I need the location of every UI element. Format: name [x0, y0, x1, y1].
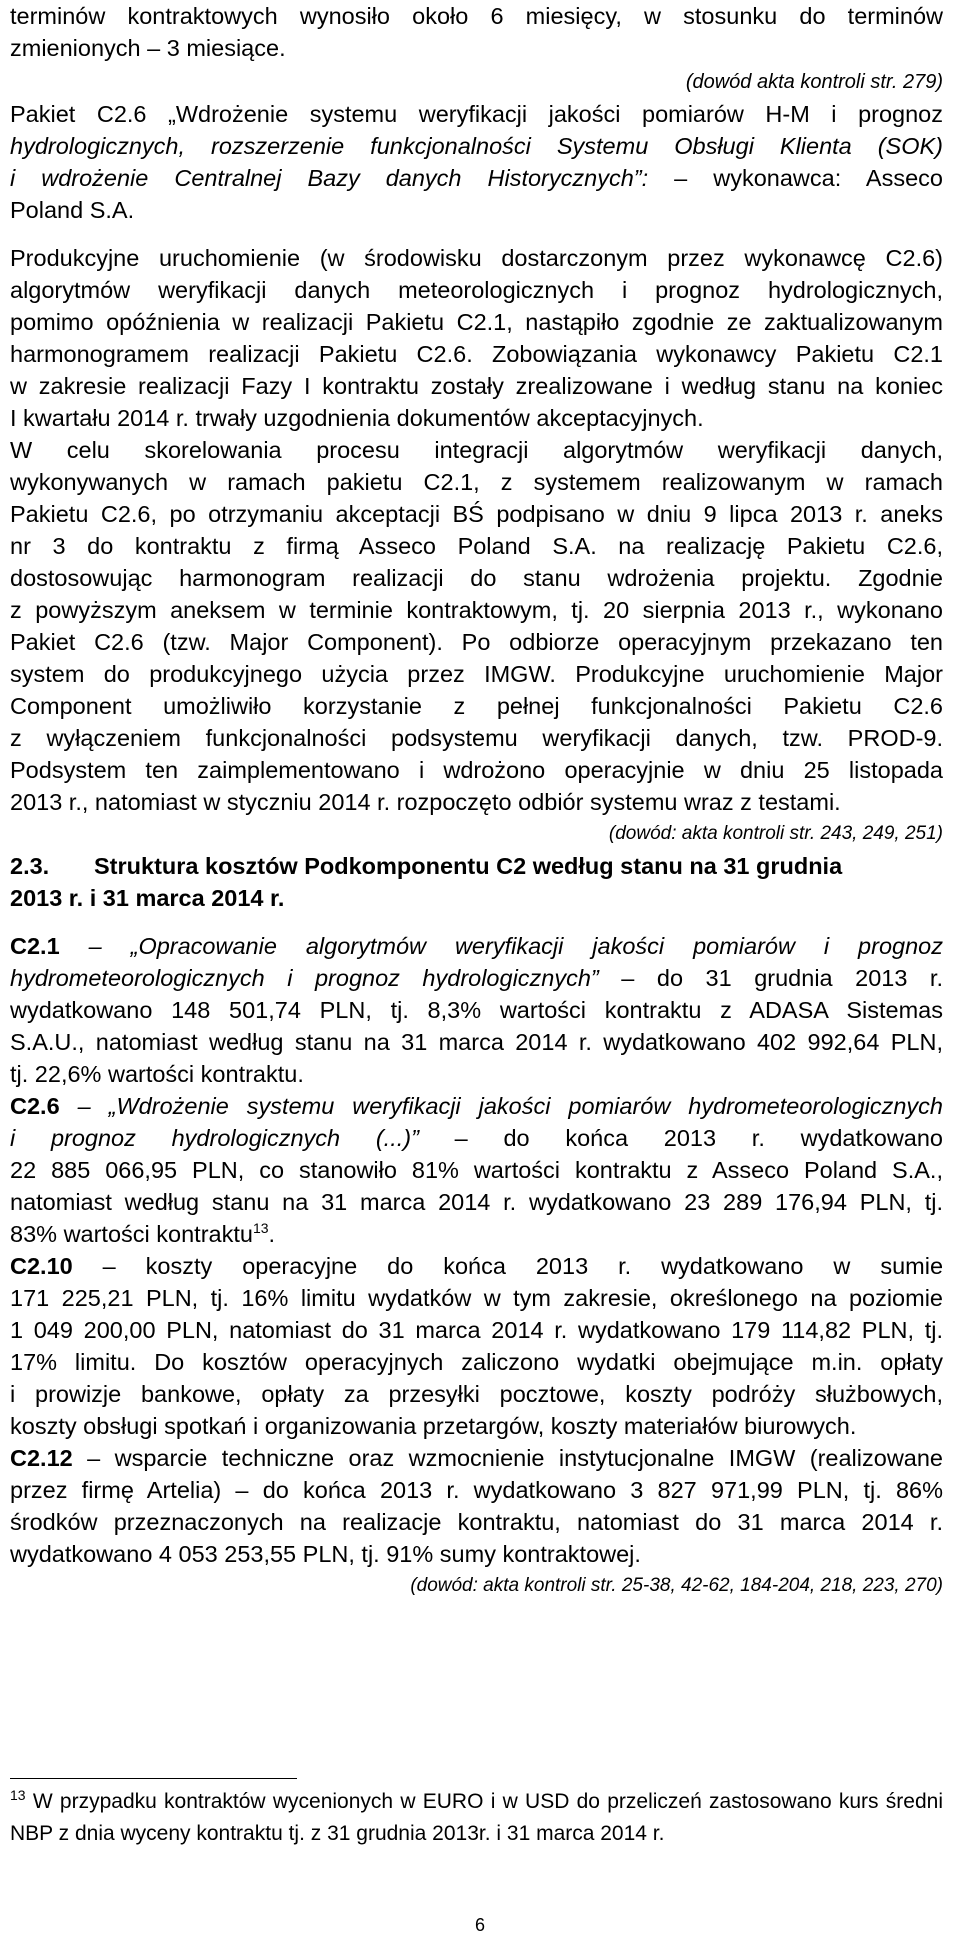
cost-item-title-end: hydrometeorologicznych i prognoz hydrologicznych” — [10, 965, 599, 991]
paragraph-line: wydatkowano 4 053 253,55 PLN, tj. 91% sumy kontraktowej. — [10, 1541, 641, 1567]
paragraph-line: natomiast według stanu na 31 marca 2014 r. wydatkowano 23 289 176,94 PLN, tj. — [10, 1189, 943, 1215]
paragraph-line: koszty obsługi spotkań i organizowania przetargów, koszty materiałów biurowych. — [10, 1413, 857, 1439]
paragraph-line: 171 225,21 PLN, tj. 16% limitu wydatków w tym zakresie, określonego na poziomie — [10, 1285, 943, 1311]
text-fragment: . — [268, 1221, 276, 1247]
footnote-line — [10, 1786, 943, 1818]
paragraph-line: W celu skorelowania procesu integracji algorytmów weryfikacji danych, — [10, 437, 943, 463]
paragraph-line: hydrologicznych, rozszerzenie funkcjonalności Systemu Obsługi Klienta (SOK) — [10, 133, 943, 159]
footnote-text: W przypadku kontraktów wycenionych w EURO i w USD do przeliczeń zastosowano kurs średni — [25, 1790, 943, 1813]
paragraph-line — [10, 1250, 943, 1282]
cost-item-code: C2.10 — [10, 1253, 73, 1279]
footnote-separator — [10, 1778, 297, 1779]
paragraph-line: Pakietu C2.6, po otrzymaniu akceptacji BŚ podpisano w dniu 9 lipca 2013 r. aneks — [10, 501, 943, 527]
footnote-marker: 13 — [252, 1220, 269, 1237]
paragraph-line: 17% limitu. Do kosztów operacyjnych zaliczono wydatki obejmujące m.in. opłaty — [10, 1349, 943, 1375]
paragraph-line: 2013 r., natomiast w styczniu 2014 r. rozpoczęto odbiór systemu wraz z testami. — [10, 789, 841, 815]
paragraph-line: nr 3 do kontraktu z firmą Asseco Poland S.A. na realizację Pakietu C2.6, — [10, 533, 943, 559]
paragraph-line: wydatkowano 148 501,74 PLN, tj. 8,3% wartości kontraktu z ADASA Sistemas — [10, 997, 943, 1023]
paragraph-line: z powyższym aneksem w terminie kontraktowym, tj. 20 sierpnia 2013 r., wykonano — [10, 597, 943, 623]
cost-item-code: C2.6 — [10, 1093, 60, 1119]
cost-item-code: C2.12 — [10, 1445, 73, 1471]
paragraph-line: przez firmę Artelia) – do końca 2013 r. wydatkowano 3 827 971,99 PLN, tj. 86% — [10, 1477, 943, 1503]
paragraph-line: algorytmów weryfikacji danych meteorologicznych i prognoz hydrologicznych, — [10, 277, 943, 303]
cost-item-text: – koszty operacyjne do końca 2013 r. wydatkowano w sumie — [102, 1253, 943, 1279]
paragraph-line: i prowizje bankowe, opłaty za przesyłki pocztowe, koszty podróży służbowych, — [10, 1381, 943, 1407]
cost-item-text: – wsparcie techniczne oraz wzmocnienie instytucjonalne IMGW (realizowane — [87, 1445, 943, 1471]
cost-item-title: – „Opracowanie algorytmów weryfikacji jakości pomiarów i prognoz — [88, 933, 943, 959]
cost-item-title-end: i prognoz hydrologicznych (...)” — [10, 1125, 419, 1151]
paragraph-line: zmienionych – 3 miesiące. — [10, 35, 286, 61]
footnote-line: NBP z dnia wyceny kontraktu tj. z 31 grudnia 2013r. i 31 marca 2014 r. — [10, 1822, 665, 1845]
paragraph-line: Poland S.A. — [10, 197, 135, 223]
paragraph-line: środków przeznaczonych na realizacje kontraktu, natomiast do 31 marca 2014 r. — [10, 1509, 943, 1535]
contractor-label: – wykonawca: Asseco — [674, 165, 943, 191]
paragraph-line — [10, 98, 943, 130]
paragraph-line — [10, 962, 943, 994]
section-title: Struktura kosztów Podkomponentu C2 według stanu na 31 grudnia — [94, 853, 843, 879]
paragraph-line: pomimo opóźnienia w realizacji Pakietu C2.1, nastąpiło zgodnie ze zaktualizowanym — [10, 309, 943, 335]
paragraph-line — [10, 1218, 943, 1250]
paragraph-line: 22 885 066,95 PLN, co stanowiło 81% wartości kontraktu z Asseco Poland S.A., — [10, 1157, 943, 1183]
paragraph-line — [10, 1442, 943, 1474]
cost-item-title: – „Wdrożenie systemu weryfikacji jakości pomiarów hydrometeorologicznych — [77, 1093, 943, 1119]
paragraph-line — [10, 1090, 943, 1122]
paragraph-line: tj. 22,6% wartości kontraktu. — [10, 1061, 304, 1087]
paragraph-line: system do produkcyjnego użycia przez IMGW. Produkcyjne uruchomienie Major — [10, 661, 943, 687]
evidence-reference: (dowód akta kontroli str. 279) — [685, 71, 943, 93]
paragraph-line: dostosowując harmonogram realizacji do stanu wdrożenia projektu. Zgodnie — [10, 565, 943, 591]
paragraph-line: Produkcyjne uruchomienie (w środowisku dostarczonym przez wykonawcę C2.6) — [10, 245, 943, 271]
paragraph-line: Component umożliwiło korzystanie z pełnej funkcjonalności Pakietu C2.6 — [10, 693, 943, 719]
paragraph-line — [10, 1122, 943, 1154]
paragraph-line: 1 049 200,00 PLN, natomiast do 31 marca 2014 r. wydatkowano 179 114,82 PLN, tj. — [10, 1317, 943, 1343]
evidence-reference: (dowód: akta kontroli str. 243, 249, 251) — [608, 823, 943, 844]
package-heading: Pakiet C2.6 „Wdrożenie systemu weryfikacji jakości pomiarów H-M i prognoz — [10, 101, 943, 127]
paragraph-line: z wyłączeniem funkcjonalności podsystemu weryfikacji danych, tzw. PROD-9. — [10, 725, 943, 751]
paragraph-line — [10, 162, 943, 194]
evidence-reference: (dowód: akta kontroli str. 25-38, 42-62, 184-204, 218, 223, 270) — [410, 1575, 943, 1596]
paragraph-line: I kwartału 2014 r. trwały uzgodnienia dokumentów akceptacyjnych. — [10, 405, 704, 431]
package-title-end: i wdrożenie Centralnej Bazy danych Historycznych”: — [10, 165, 649, 191]
footnote-number: 13 — [10, 1787, 26, 1803]
section-heading: 2013 r. i 31 marca 2014 r. — [10, 885, 285, 911]
paragraph-line: terminów kontraktowych wynosiło około 6 miesięcy, w stosunku do terminów — [10, 3, 943, 29]
page-number: 6 — [474, 1915, 485, 1935]
paragraph-line: w zakresie realizacji Fazy I kontraktu zostały zrealizowane i według stanu na koniec — [10, 373, 943, 399]
cost-item-code: C2.1 — [10, 933, 60, 959]
paragraph-line: Podsystem ten zaimplementowano i wdrożono operacyjnie w dniu 25 listopada — [10, 757, 943, 783]
paragraph-line — [10, 930, 943, 962]
paragraph-line: wykonywanych w ramach pakietu C2.1, z systemem realizowanym w ramach — [10, 469, 943, 495]
section-number: 2.3. — [10, 853, 50, 879]
paragraph-line: harmonogramem realizacji Pakietu C2.6. Zobowiązania wykonawcy Pakietu C2.1 — [10, 341, 943, 367]
text-fragment: 83% wartości kontraktu — [10, 1221, 253, 1247]
section-heading — [10, 850, 943, 882]
period-text: – do 31 grudnia 2013 r. — [621, 965, 943, 991]
period-text: – do końca 2013 r. wydatkowano — [454, 1125, 943, 1151]
paragraph-line: Pakiet C2.6 (tzw. Major Component). Po odbiorze operacyjnym przekazano ten — [10, 629, 943, 655]
paragraph-line: S.A.U., natomiast według stanu na 31 marca 2014 r. wydatkowano 402 992,64 PLN, — [10, 1029, 943, 1055]
